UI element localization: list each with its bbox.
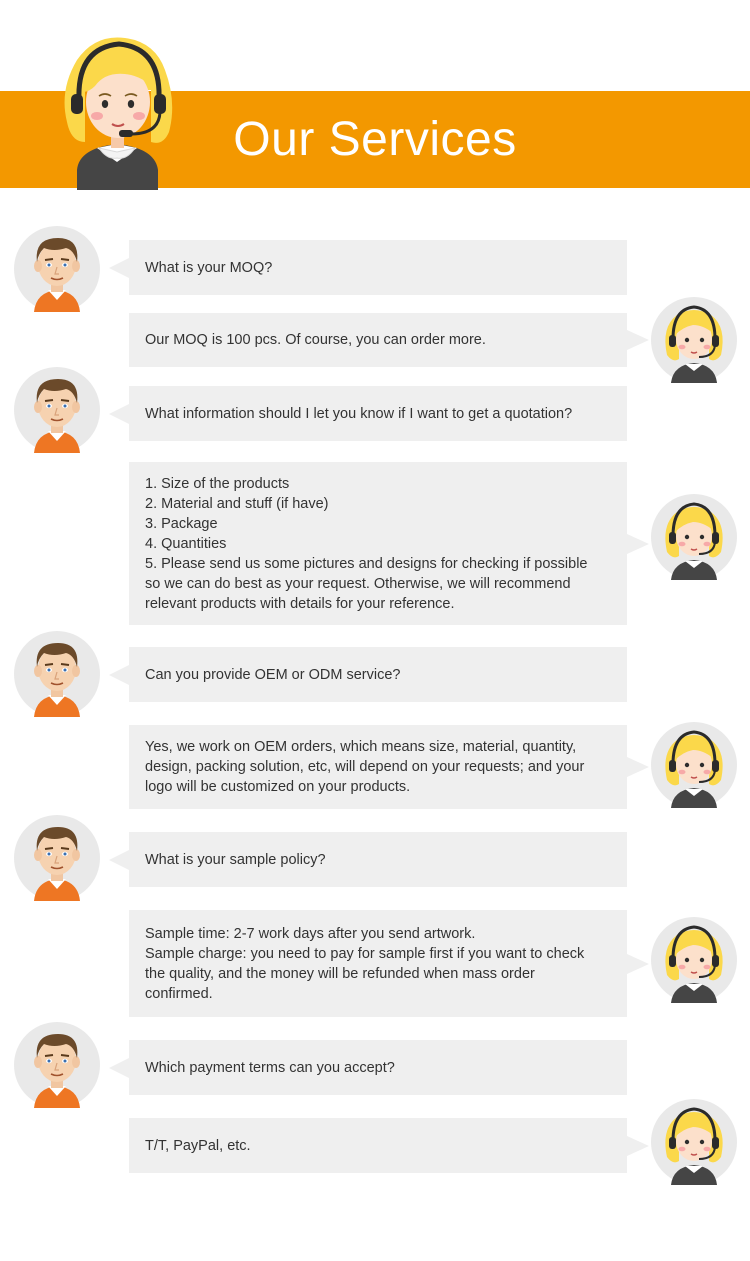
question-bubble <box>129 647 627 702</box>
answer-text: Sample charge: you need to pay for sample first if you want to check <box>145 945 585 962</box>
male-customer-avatar-icon <box>14 226 100 312</box>
answer-text: design, packing solution, etc, will depend on your requests; and your <box>145 759 585 775</box>
male-customer-avatar-icon <box>14 631 100 717</box>
answer-bubble <box>129 725 627 809</box>
answer-text: 1. Size of the products <box>145 475 290 492</box>
answer-text: T/T, PayPal, etc. <box>145 1137 251 1154</box>
answer-text: Sample time: 2-7 work days after you send artwork. <box>145 925 476 942</box>
answer-bubble <box>129 910 627 1017</box>
answer-text: logo will be customized on your products. <box>145 779 411 795</box>
answer-text: Yes, we work on OEM orders, which means size, material, quantity, <box>145 739 577 755</box>
support-agent-illustration-icon <box>55 30 180 190</box>
question-text: What is your sample policy? <box>145 851 326 868</box>
question-text: What information should I let you know if I want to get a quotation? <box>145 405 573 422</box>
answer-text: Our MOQ is 100 pcs. Of course, you can order more. <box>145 332 486 348</box>
answer-text: 2. Material and stuff (if have) <box>145 495 329 512</box>
answer-text: relevant products with details for your reference. <box>145 595 455 612</box>
answer-text: confirmed. <box>145 985 213 1002</box>
question-text: Can you provide OEM or ODM service? <box>145 666 401 683</box>
female-support-agent-avatar-icon <box>651 917 737 1003</box>
question-bubble <box>129 832 627 887</box>
question-text: Which payment terms can you accept? <box>145 1059 395 1076</box>
female-support-agent-avatar-icon <box>651 297 737 383</box>
female-support-agent-avatar-icon <box>651 1099 737 1185</box>
answer-text: 5. Please send us some pictures and designs for checking if possible <box>145 555 588 572</box>
male-customer-avatar-icon <box>14 1022 100 1108</box>
male-customer-avatar-icon <box>14 815 100 901</box>
answer-text: so we can do best as your request. Otherwise, we will recommend <box>145 575 571 592</box>
answer-bubble <box>129 1118 627 1173</box>
answer-text: the quality, and the money will be refunded when mass order <box>145 965 535 982</box>
question-bubble <box>129 386 627 441</box>
page-title: Our Services <box>233 113 517 166</box>
answer-bubble <box>129 313 627 367</box>
answer-text: 4. Quantities <box>145 535 227 552</box>
answer-text: 3. Package <box>145 515 218 532</box>
question-text: What is your MOQ? <box>145 259 273 276</box>
male-customer-avatar-icon <box>14 367 100 453</box>
question-bubble <box>129 240 627 295</box>
female-support-agent-avatar-icon <box>651 494 737 580</box>
answer-bubble <box>129 462 627 625</box>
question-bubble <box>129 1040 627 1095</box>
female-support-agent-avatar-icon <box>651 722 737 808</box>
